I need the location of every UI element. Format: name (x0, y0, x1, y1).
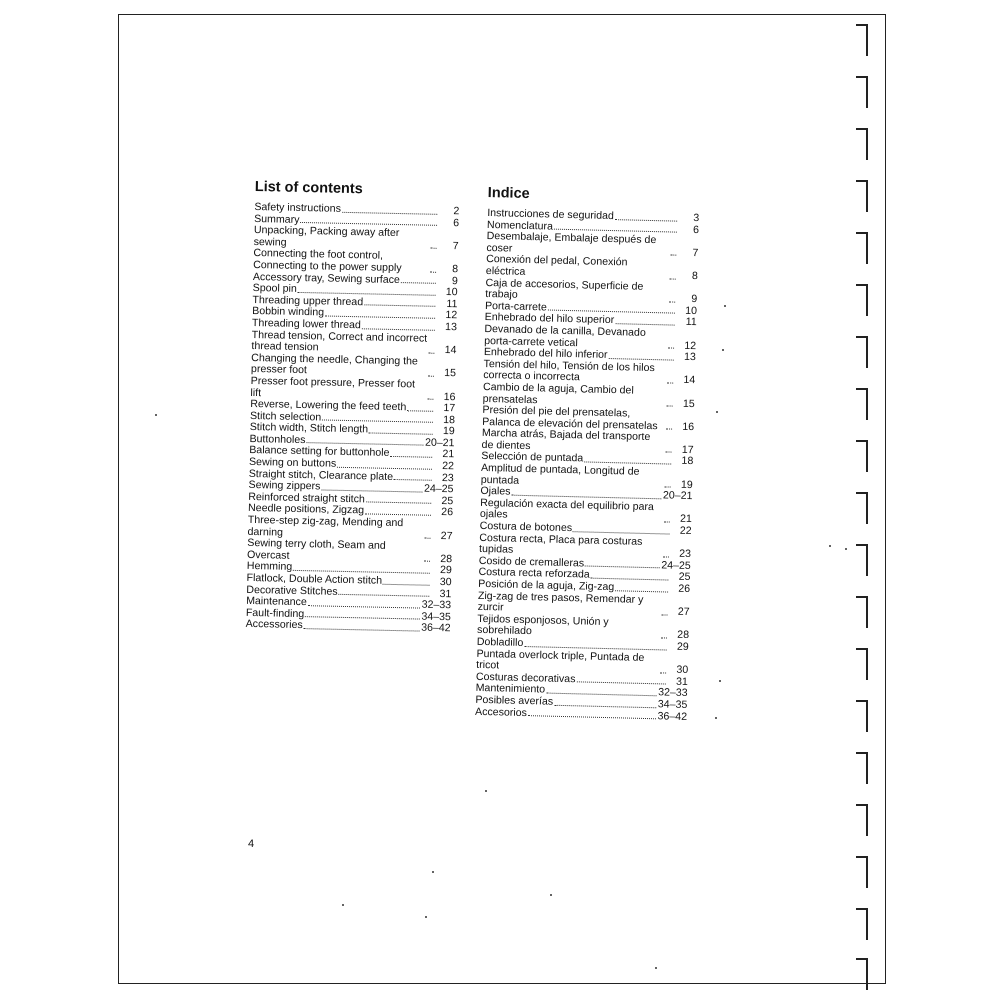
toc-entry-title: Cosido de cremalleras (478, 554, 585, 570)
toc-entry-page: 26 (441, 506, 454, 519)
toc-entry-page: 22 (679, 524, 692, 538)
toc-entry-page: 25 (441, 494, 454, 508)
toc-entry-page: 6 (453, 216, 460, 229)
tab-mark (856, 232, 868, 264)
english-contents-title: List of contents (254, 178, 363, 198)
toc-entry-page: 20–21 (662, 489, 693, 503)
dot-leader (670, 255, 676, 256)
scan-speck (829, 545, 831, 547)
dot-leader (669, 301, 675, 302)
toc-entry-page: 9 (691, 293, 698, 306)
toc-entry-page: 8 (691, 269, 698, 283)
tab-mark (856, 388, 868, 420)
spanish-index (475, 184, 700, 723)
dot-leader (362, 328, 435, 331)
toc-entry-title: Sewing zippers (248, 479, 321, 493)
toc-entry-page: 15 (444, 367, 457, 380)
tab-mark (856, 24, 868, 56)
scan-speck (715, 717, 717, 719)
toc-entry-title: Cambio de la aguja, Cambio del prensatelas (482, 380, 634, 406)
dot-leader (407, 410, 433, 412)
tab-mark (856, 492, 868, 524)
toc-entry-title: Tejidos esponjosos, Unión y sobrehilado (476, 612, 609, 638)
dot-leader (608, 358, 673, 361)
toc-entry-page: 21 (679, 513, 693, 526)
dot-leader (365, 513, 431, 515)
toc-entry-page: 6 (692, 223, 700, 236)
toc-entry-page: 31 (439, 587, 452, 600)
dot-leader (427, 399, 433, 400)
toc-entry-title: Selección de puntada (481, 450, 584, 465)
toc-entry-page: 17 (443, 402, 456, 415)
tab-mark (856, 180, 868, 212)
dot-leader (665, 487, 671, 488)
page-number: 4 (248, 838, 255, 850)
scan-speck (155, 414, 157, 416)
toc-entry-title: Costuras decorativas (475, 670, 576, 686)
dot-leader (576, 682, 665, 685)
scan-speck (716, 411, 718, 413)
toc-entry-title: Stitch width, Stitch length (249, 421, 369, 436)
toc-entry-page: 16 (682, 420, 695, 433)
toc-entry-page: 10 (685, 304, 698, 317)
dot-leader (662, 614, 668, 615)
tab-mark (856, 908, 868, 940)
toc-entry-title: Amplitud de puntada, Longitud de puntada (480, 461, 640, 487)
toc-entry-title: Hemming (246, 560, 293, 574)
scan-speck (432, 871, 434, 873)
dot-leader (304, 628, 419, 631)
toc-entry-page: 21 (442, 448, 455, 461)
english-contents-list (246, 202, 460, 635)
toc-entry-page: 13 (683, 350, 696, 364)
dot-leader (428, 352, 434, 353)
toc-entry-page: 3 (693, 212, 700, 225)
toc-entry-title: Dobladillo (476, 635, 524, 649)
dot-leader (364, 305, 435, 307)
toc-entry-page: 7 (692, 246, 699, 259)
toc-entry-page: 8 (452, 263, 459, 276)
toc-entry-page: 19 (680, 478, 693, 491)
toc-entry-page: 26 (678, 582, 691, 596)
toc-entry-title: Costura de botones (479, 519, 573, 535)
toc-entry-title: Nomenclatura (486, 218, 554, 233)
toc-entry-title: Posibles averías (475, 693, 554, 708)
toc-entry-page: 11 (685, 316, 697, 329)
dot-leader (308, 605, 420, 608)
toc-entry-title: Zig-zag de tres pasos, Remendar y zurcir (477, 589, 644, 614)
toc-entry-page: 10 (445, 286, 458, 299)
dot-leader (668, 348, 674, 349)
toc-entry-title: Presión del pie del prensatelas, Palanca de elevación del prensatelas (482, 404, 658, 432)
toc-entry-title: Reverse, Lowering the feed teeth (250, 398, 407, 414)
toc-entry-page: 17 (681, 443, 694, 456)
toc-entry-title: Mantenimiento (475, 682, 546, 696)
toc-entry-title: Needle positions, Zigzag (247, 502, 365, 517)
toc-entry-page: 14 (683, 374, 696, 387)
toc-entry-page: 11 (446, 297, 458, 311)
spanish-index-title: Indice (487, 184, 530, 203)
dot-leader (394, 479, 432, 481)
toc-entry-title: Marcha atrás, Bajada del transporte de dientes (481, 427, 651, 452)
toc-entry-title: Posición de la aguja, Zig-zag (478, 577, 615, 594)
scan-speck (719, 680, 721, 682)
toc-entry-title: Unpacking, Packing away after sewing (253, 224, 400, 249)
dot-leader (428, 376, 434, 377)
dot-leader (665, 452, 671, 453)
toc-entry-title: Desembalaje, Embalaje después de coser (486, 230, 657, 255)
toc-entry-title: Accesorios (474, 705, 528, 719)
dot-leader (424, 561, 430, 562)
spanish-index-list (475, 208, 699, 723)
scan-speck (485, 790, 487, 792)
tab-mark (856, 336, 868, 368)
tab-mark (856, 128, 868, 160)
toc-entry-title: Enhebrado del hilo superior (484, 311, 615, 327)
toc-entry-title: Safety instructions (254, 200, 342, 215)
scan-speck (550, 894, 552, 896)
tab-mark (856, 804, 868, 836)
toc-entry-title: Instrucciones de seguridad (487, 206, 615, 223)
toc-entry-title: Ojales (480, 485, 511, 498)
toc-entry-page: 36–42 (421, 621, 451, 635)
toc-entry-page: 15 (682, 397, 695, 410)
toc-entry-page: 29 (676, 640, 689, 654)
dot-leader (431, 248, 437, 249)
toc-entry-title: Devanado de la canilla, Devanado porta-carrete vetical (484, 322, 646, 349)
toc-entry-title: Regulación exacta del equilibrio para ojales (479, 496, 655, 522)
toc-entry-title: Tensión del hilo, Tensión de los hilos correcta o incorrecta (483, 357, 655, 384)
toc-entry-page: 13 (444, 320, 458, 334)
toc-entry-title: Three-step zig-zag, Mending and darning (247, 513, 404, 539)
dot-leader (342, 211, 437, 214)
toc-entry-title: Accessory tray, Sewing surface (252, 270, 401, 286)
scan-speck (724, 305, 726, 307)
toc-entry-page: 34–35 (421, 610, 451, 623)
dot-leader (666, 429, 672, 430)
toc-entry-title: Enhebrado del hilo inferior (483, 346, 608, 362)
dot-leader (664, 521, 670, 522)
toc-entry-page: 31 (675, 675, 689, 688)
tab-marks (856, 18, 876, 998)
toc-entry-page: 29 (439, 564, 452, 577)
toc-entry-page: 22 (442, 460, 455, 473)
tab-mark (856, 648, 868, 680)
toc-entry-page: 34–35 (657, 698, 688, 711)
toc-entry-title: Costura recta reforzada (478, 566, 590, 582)
dot-leader (546, 693, 656, 697)
dot-leader (383, 583, 430, 585)
dot-leader (615, 590, 668, 592)
toc-entry-title: Accessories (245, 618, 303, 632)
toc-entry-page: 25 (678, 571, 691, 584)
toc-entry-title: Bobbin winding (252, 305, 325, 319)
toc-entry-page: 23 (679, 548, 692, 561)
toc-entry-title: Changing the needle, Changing the presser foot (250, 351, 419, 377)
tab-mark (856, 440, 868, 472)
toc-entry-title: Costura recta, Placa para costuras tupidas (478, 531, 643, 556)
toc-entry-page: 18 (443, 413, 456, 426)
toc-entry-page: 30 (676, 663, 689, 677)
toc-entry-title: Fault-finding (245, 606, 305, 620)
dot-leader (424, 538, 430, 539)
toc-entry-title: Straight stitch, Clearance plate (248, 467, 394, 483)
toc-entry-title: Threading upper thread (252, 293, 364, 309)
toc-entry-title: Summary (254, 212, 300, 226)
toc-entry-page: 18 (681, 455, 694, 468)
toc-entry-page: 24–25 (661, 559, 691, 572)
dot-leader (337, 466, 432, 469)
dot-leader (585, 566, 659, 569)
dot-leader (401, 282, 436, 284)
toc-entry-title: Sewing on buttons (248, 456, 337, 470)
toc-entry-title: Balance setting for buttonhole (249, 444, 390, 460)
toc-entry-page: 2 (453, 205, 460, 218)
toc-entry-page: 23 (441, 471, 454, 484)
toc-entry-page: 24–25 (423, 482, 454, 496)
tab-mark (856, 284, 868, 316)
toc-entry-title: Flatlock, Double Action stitch (246, 571, 383, 587)
dot-leader (615, 219, 677, 222)
toc-entry-page: 32–33 (658, 686, 688, 700)
scan-speck (845, 548, 847, 550)
dot-leader (339, 594, 430, 597)
toc-entry-page: 28 (440, 552, 453, 566)
english-contents (246, 178, 460, 635)
dot-leader (661, 637, 667, 638)
scan-speck (655, 967, 657, 969)
toc-entry-page: 9 (451, 274, 459, 287)
tab-mark (856, 544, 868, 576)
dot-leader (667, 382, 673, 383)
tab-mark (856, 596, 868, 628)
toc-entry-title: Threading lower thread (251, 316, 362, 332)
dot-leader (528, 715, 656, 719)
tab-mark (856, 752, 868, 784)
dot-leader (366, 502, 431, 504)
dot-leader (615, 323, 674, 325)
dot-leader (369, 432, 433, 434)
toc-entry-title: Stitch selection (249, 409, 322, 424)
toc-entry-title: Conexión del pedal, Conexión eléctrica (485, 253, 628, 278)
toc-entry-title: Puntada overlock triple, Puntada de tricot (476, 647, 645, 672)
toc-entry-page: 12 (445, 309, 458, 322)
scan-speck (425, 916, 427, 918)
toc-entry-page: 27 (677, 605, 690, 619)
toc-entry-title: Caja de accesorios, Superficie de trabajo (485, 276, 644, 301)
toc-entry-page: 36–42 (657, 709, 688, 723)
toc-entry-title: Thread tension, Correct and incorrect thread tension (251, 328, 428, 354)
toc-entry-page: 19 (442, 425, 455, 438)
tab-mark (856, 76, 868, 108)
toc-entry-page: 30 (439, 575, 452, 589)
toc-entry-page: 32–33 (421, 598, 452, 612)
scan-speck (722, 349, 724, 351)
toc-entry-title: Porta-carrete (484, 299, 547, 314)
toc-entry-page: 16 (443, 390, 456, 403)
toc-entry-title: Reinforced straight stitch (248, 490, 366, 506)
toc-entry-page: 12 (684, 339, 697, 352)
toc-entry-title: Maintenance (246, 595, 307, 609)
toc-entry-page: 14 (444, 344, 457, 357)
toc-entry-title: Presser foot pressure, Presser foot lift (250, 374, 416, 399)
toc-entry-page: 7 (452, 239, 459, 253)
dot-leader (667, 406, 673, 407)
toc-entry-title: Sewing terry cloth, Seam and Overcast (246, 537, 386, 562)
dot-leader (670, 278, 676, 279)
dot-leader (430, 271, 436, 272)
toc-entry-page: 27 (440, 529, 453, 542)
dot-leader (554, 704, 656, 707)
tab-mark (856, 700, 868, 732)
dot-leader (305, 617, 419, 620)
scan-speck (342, 904, 344, 906)
dot-leader (660, 672, 666, 673)
tab-mark (856, 856, 868, 888)
toc-entry-page: 20–21 (424, 436, 455, 450)
toc-entry-title: Decorative Stitches (246, 583, 338, 598)
toc-entry-title: Buttonholes (249, 432, 306, 446)
tab-mark (856, 958, 868, 990)
toc-entry-title: Spool pin (252, 282, 297, 296)
toc-entry-page: 28 (677, 629, 690, 642)
dot-leader (663, 556, 669, 557)
toc-entry-title: Connecting the foot control, Connecting to the power supply (253, 247, 402, 275)
dot-leader (390, 456, 432, 458)
